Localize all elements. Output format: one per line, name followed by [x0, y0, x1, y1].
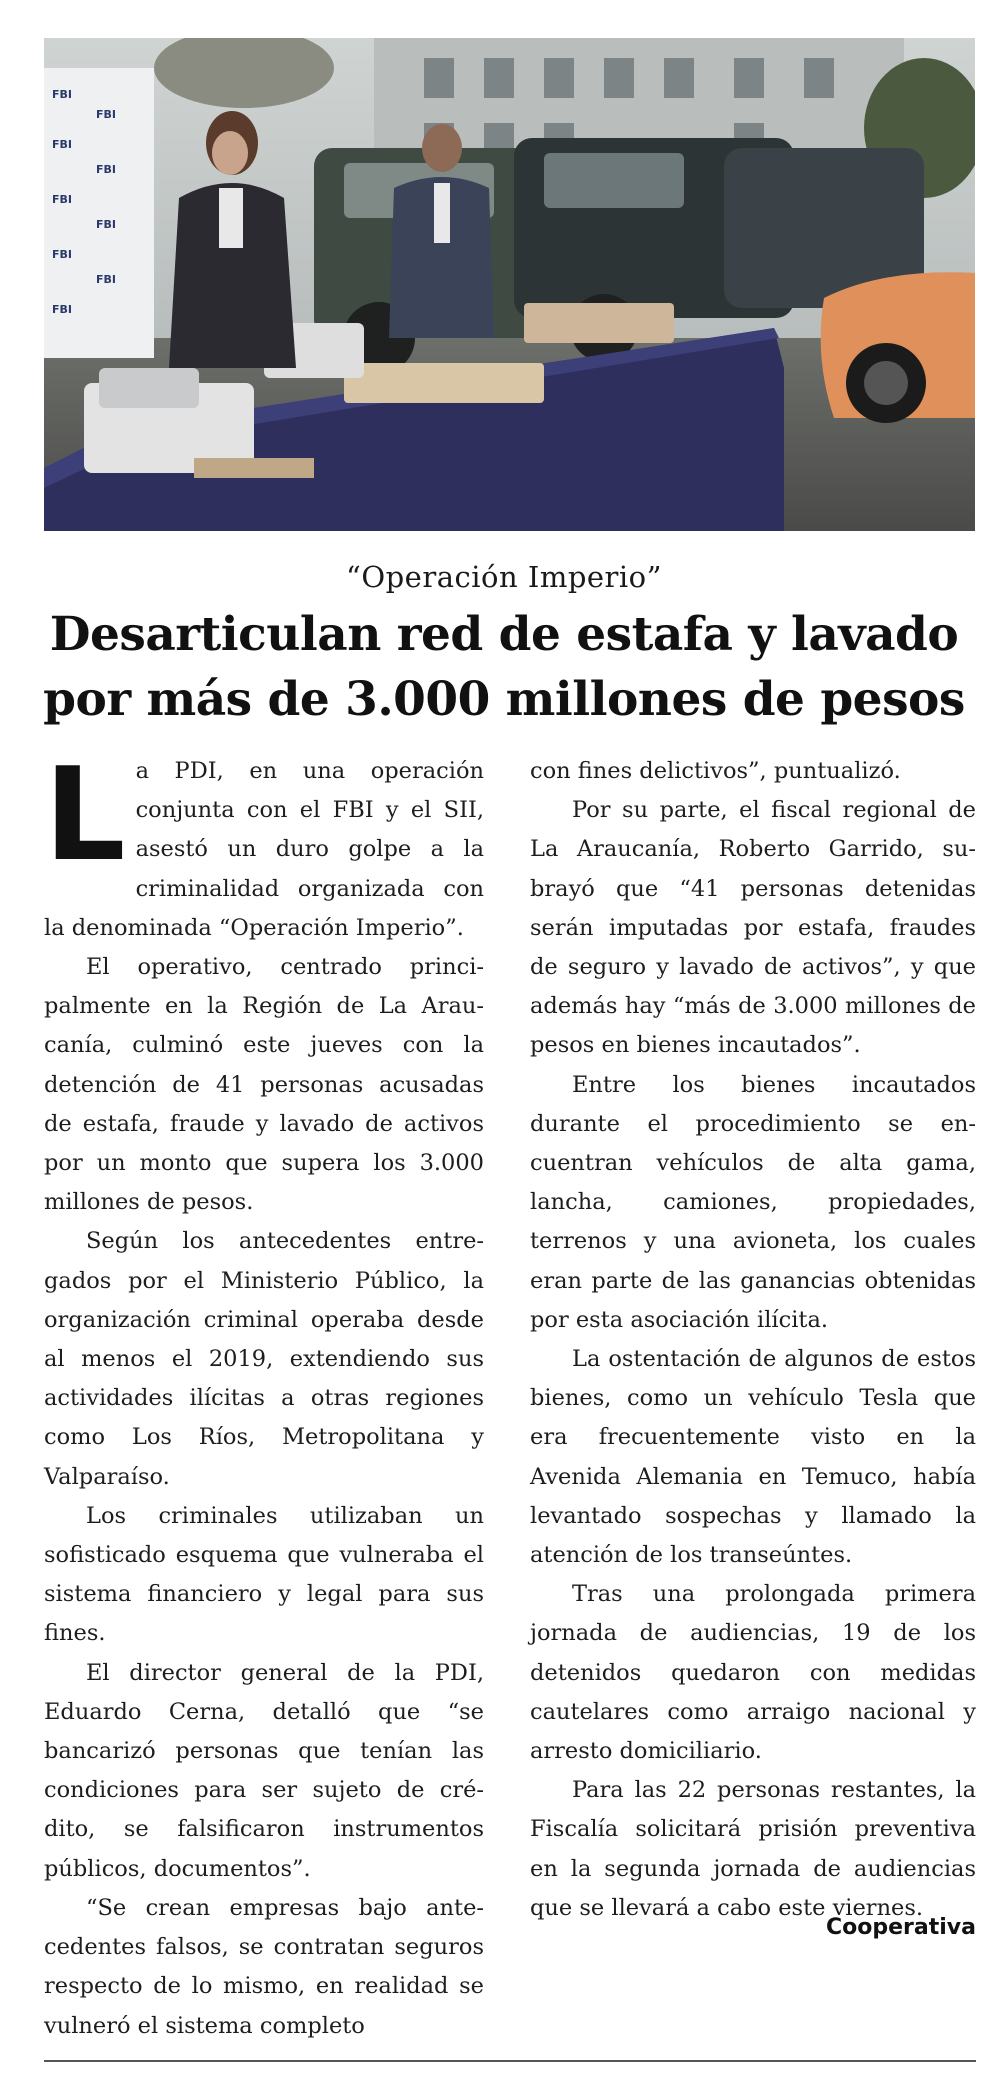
source-credit: Cooperativa [826, 1915, 976, 1940]
paragraph: Según los antecedentes entregados por el Ministerio Público, la organización criminal operaba desde al menos el 2019, extendiendo sus actividades ilícitas a otras regiones como Los Ríos, Metropolitana y Valparaíso. [44, 1228, 484, 1490]
paragraph: El director general de la PDI, Eduardo Cerna, detalló que “se bancarizó personas que tenían las condiciones para ser sujeto de crédito, se falsificaron instrumentos públicos, documentos”. [44, 1659, 484, 1882]
fbi-wall-letters: FBI [96, 163, 116, 176]
column-left [44, 741, 484, 2046]
paragraph-text: a PDI, en una operación conjunta con el FBI y el SII, asestó un duro golpe a la criminalidad organizada con la denominada “Operación Imperio”. [44, 758, 484, 941]
headline [40, 602, 968, 732]
column-right [530, 752, 976, 1928]
paragraph: con fines delictivos”, puntualizó. [530, 758, 901, 784]
paragraph: “Se crean empresas bajo antecedentes falsos, se contratan seguros respecto de lo mismo, en realidad se vulneró el sistema completo [44, 1894, 484, 2039]
news-photo [44, 38, 975, 531]
paragraph: Tras una prolongada primera jornada de audiencias, 19 de los detenidos quedaron con medidas cautelares como arraigo nacional y arresto domiciliario. [530, 1581, 976, 1765]
drop-cap: L [44, 741, 126, 890]
headline-line: Desarticulan red de estafa y lavado [49, 607, 959, 662]
kicker: “Operación Imperio” [346, 560, 662, 594]
paragraph: El operativo, centrado principalmente en la Región de La Araucanía, culminó este jueves con la detención de 41 personas acusadas de estafa, fraude y lavado de activos por un monto que supera los 3.000 millones de pesos. [44, 954, 484, 1216]
divider [44, 2060, 976, 2062]
paragraph: Para las 22 personas restantes, la Fiscalía solicitará prisión preventiva en la segunda jornada de audiencias que se llevará a cabo este viernes. [530, 1777, 976, 1921]
paragraph: La ostentación de algunos de estos bienes, como un vehículo Tesla que era frecuentemente visto en la Avenida Alemania en Temuco, había levantado sospechas y llamado la atención de los transeúntes. [530, 1346, 976, 1569]
fbi-wall-letters: FBI [96, 218, 116, 231]
paragraph: Por su parte, el fiscal regional de La Araucanía, Roberto Garrido, subrayó que “41 personas detenidas serán imputadas por estafa, fraudes de seguro y lavado de activos”, y que además hay “más de 3.000 millones de pesos en bienes incautados”. [530, 797, 976, 1059]
fbi-wall-letters: FBI [96, 108, 116, 121]
fbi-wall-letters: FBI [52, 138, 72, 151]
fbi-wall-letters: FBI [52, 193, 72, 206]
fbi-wall-letters: FBI [52, 88, 72, 101]
fbi-wall-letters: FBI [52, 248, 72, 261]
paragraph: Los criminales utilizaban un sofisticado esquema que vulneraba el sistema financiero y legal para sus fines. [44, 1502, 484, 1647]
paragraph [44, 741, 484, 948]
fbi-wall-letters: FBI [52, 303, 72, 316]
headline-line: por más de 3.000 millones de pesos [43, 672, 965, 727]
paragraph: Entre los bienes incautados durante el procedimiento se encuentran vehículos de alta gama, lancha, camiones, propiedades, terrenos y una avioneta, los cuales eran parte de las ganancias obtenidas por esta asociación ilícita. [530, 1071, 976, 1333]
fbi-wall-letters: FBI [96, 273, 116, 286]
